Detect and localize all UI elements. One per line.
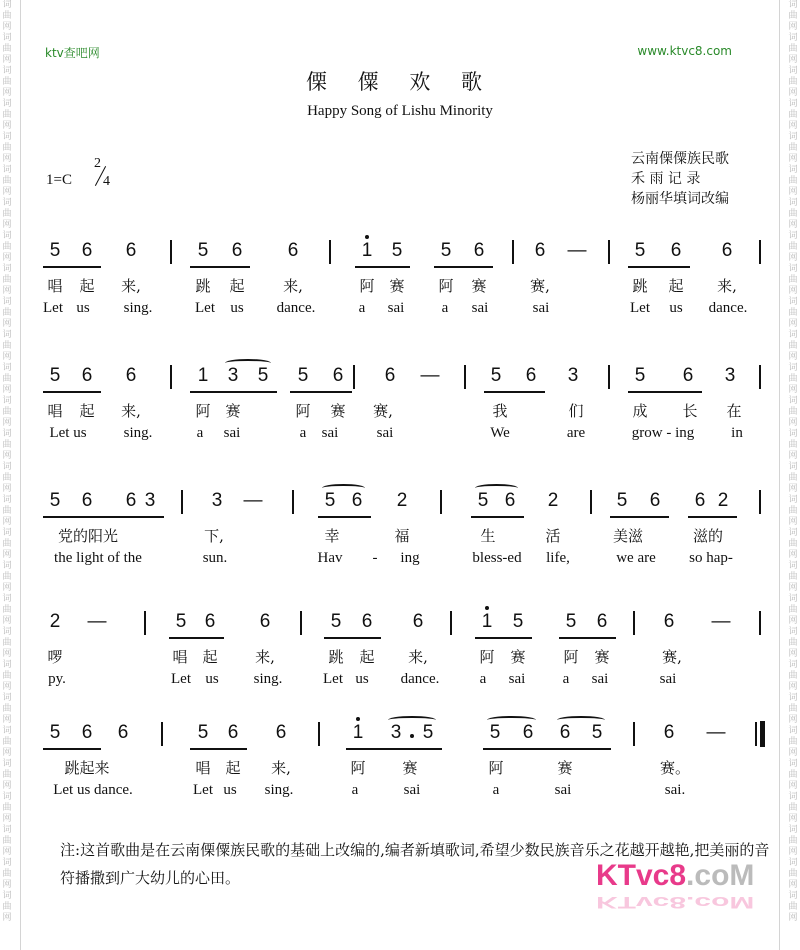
lyric-chinese: 党的阳光 (57, 527, 118, 545)
lyric-english: us (669, 300, 683, 316)
lyric-english: Let (630, 300, 650, 316)
rhythm-dot (410, 734, 414, 738)
bar-line (329, 240, 331, 264)
lyric-chinese: 来, (271, 759, 291, 777)
lyric-chinese: 赛 (330, 402, 346, 420)
beam-underline (355, 266, 410, 268)
watermark-right: 词 曲 网 词 曲 网 词 曲 网 词 曲 网 词 曲 网 词 曲 网 词 曲 网 词 曲 网 词 曲 网 词 曲 网 词 曲 网 词 曲 网 词 曲 网 词 曲 网 词 曲 网 词 曲 网 词 曲 网 词 曲 网 词 曲 网 词 曲 网 词 曲 网 词 曲 网 词 曲 网 词 曲 网 词 曲 网 词 曲 网 词 曲 网 词 曲 网 (788, 0, 798, 923)
lyric-chinese: 阿 (350, 759, 366, 777)
lyric-chinese: 阿 (479, 648, 495, 666)
lyric-chinese: 赛 (510, 648, 526, 666)
beam-underline (559, 637, 616, 639)
lyric-chinese: 阿 (295, 402, 311, 420)
lyric-chinese: 赛 (594, 648, 610, 666)
octave-dot (365, 235, 369, 239)
note-number: 5 (591, 722, 603, 743)
note-number: 5 (197, 722, 209, 743)
note-number: 2 (396, 490, 408, 511)
note-number: 6 (649, 490, 661, 511)
lyric-chinese: 跳 (632, 277, 648, 295)
lyric-english: a (562, 671, 570, 687)
bar-line (292, 490, 294, 514)
lyric-english: a (479, 671, 487, 687)
lyric-english: us (76, 300, 90, 316)
lyric-english: sai (471, 300, 489, 316)
beam-underline (434, 266, 493, 268)
beam-underline (475, 637, 532, 639)
lyric-english: Let us dance. (53, 782, 133, 798)
lyric-chinese: 唱 (172, 648, 188, 666)
slur (557, 716, 605, 724)
note-number: 6 (287, 240, 299, 261)
lyric-english: - (372, 550, 378, 566)
watermark-left: 词 曲 网 词 曲 网 词 曲 网 词 曲 网 词 曲 网 词 曲 网 词 曲 网 词 曲 网 词 曲 网 词 曲 网 词 曲 网 词 曲 网 词 曲 网 词 曲 网 词 曲 网 词 曲 网 词 曲 网 词 曲 网 词 曲 网 词 曲 网 词 曲 网 词 曲 网 词 曲 网 词 曲 网 词 曲 网 词 曲 网 词 曲 网 词 曲 网 (2, 0, 12, 923)
note-number: 6 (522, 722, 534, 743)
lyric-chinese: 赛 (389, 277, 405, 295)
beam-underline (628, 391, 702, 393)
lyric-chinese: 长 (682, 402, 698, 420)
lyric-english: sai (508, 671, 526, 687)
lyric-chinese: 我 (492, 402, 508, 420)
lyric-chinese: 唱 (47, 402, 63, 420)
lyric-chinese: 赛, (662, 648, 682, 666)
lyric-chinese: 跳起来 (64, 759, 110, 777)
lyric-english: grow - ing (631, 425, 695, 441)
lyric-english: sun. (202, 550, 228, 566)
lyric-english: bless-ed (472, 550, 522, 566)
footnote-label: 注: (60, 841, 81, 859)
bar-line (633, 722, 635, 746)
lyric-chinese: 赛 (557, 759, 573, 777)
note-number: 6 (81, 490, 93, 511)
beam-underline (43, 516, 164, 518)
slur (225, 359, 271, 367)
lyric-english: a (196, 425, 204, 441)
octave-dot (485, 606, 489, 610)
bar-line (144, 611, 146, 635)
bar-line (633, 611, 635, 635)
note-number: 6 (721, 240, 733, 261)
lyric-chinese: 来, (717, 277, 737, 295)
bar-line (181, 490, 183, 514)
lyric-english: in (731, 425, 743, 441)
note-number: 5 (49, 240, 61, 261)
beam-underline (290, 391, 352, 393)
dash-extension: — (420, 365, 440, 386)
beam-underline (43, 266, 101, 268)
note-number: 3 (144, 490, 156, 511)
slur (388, 716, 436, 724)
lyric-chinese: 来, (283, 277, 303, 295)
lyric-english: Let (323, 671, 343, 687)
beam-underline (483, 748, 611, 750)
bar-line (608, 240, 610, 264)
note-number: 6 (384, 365, 396, 386)
lyric-chinese: 活 (545, 527, 561, 545)
note-number: 3 (567, 365, 579, 386)
dash-extension: — (243, 490, 263, 511)
note-number: 6 (670, 240, 682, 261)
lyric-english: Let us (49, 425, 87, 441)
note-number: 2 (49, 611, 61, 632)
lyric-english: sai (403, 782, 421, 798)
lyric-chinese: 跳 (195, 277, 211, 295)
note-number: 6 (81, 365, 93, 386)
beam-underline (190, 266, 250, 268)
bar-line (464, 365, 466, 389)
lyric-english: so hap- (689, 550, 733, 566)
note-number: 3 (390, 722, 402, 743)
note-number: 6 (204, 611, 216, 632)
dash-extension: — (711, 611, 731, 632)
beam-underline (190, 391, 277, 393)
lyric-chinese: 来, (255, 648, 275, 666)
dash-extension: — (87, 611, 107, 632)
bar-line (759, 490, 761, 514)
note-number: 6 (125, 240, 137, 261)
lyric-english: dance. (276, 300, 316, 316)
credit-recorder: 禾 雨 记 录 (631, 171, 701, 187)
lyric-english: a (358, 300, 366, 316)
lyric-chinese: 成 (632, 402, 648, 420)
note-number: 6 (259, 611, 271, 632)
bar-line (512, 240, 514, 264)
note-number: 6 (559, 722, 571, 743)
ktvc8-logo: KTvc8.coM (596, 859, 755, 892)
lyric-english: sai (591, 671, 609, 687)
lyric-english: Let (43, 300, 63, 316)
lyric-chinese: 起 (79, 277, 95, 295)
note-number: 6 (663, 722, 675, 743)
note-number: 5 (197, 240, 209, 261)
lyric-chinese: 啰 (47, 648, 63, 666)
note-number: 6 (81, 722, 93, 743)
final-bar-thick (760, 721, 765, 747)
note-number: 6 (125, 365, 137, 386)
slur (487, 716, 536, 724)
beam-underline (43, 748, 101, 750)
note-number: 5 (391, 240, 403, 261)
note-number: 5 (616, 490, 628, 511)
note-number: 6 (332, 365, 344, 386)
lyric-english: us (205, 671, 219, 687)
lyric-chinese: 在 (726, 402, 742, 420)
note-number: 6 (473, 240, 485, 261)
beam-underline (318, 516, 371, 518)
lyric-english: a (492, 782, 500, 798)
bar-line (759, 365, 761, 389)
site-url-right[interactable]: www.ktvc8.com (637, 44, 732, 58)
note-number: 5 (49, 490, 61, 511)
note-number: 5 (477, 490, 489, 511)
note-number: 1 (352, 722, 364, 743)
note-number: 6 (412, 611, 424, 632)
lyric-chinese: 唱 (195, 759, 211, 777)
lyric-english: ing (400, 550, 420, 566)
lyric-english: Let (193, 782, 213, 798)
lyric-english: sai. (664, 782, 686, 798)
lyric-english: life, (546, 550, 570, 566)
note-number: 2 (717, 490, 729, 511)
bar-line (170, 240, 172, 264)
bar-line (318, 722, 320, 746)
note-number: 6 (534, 240, 546, 261)
time-signature-bottom: 4 (103, 174, 110, 189)
note-number: 6 (351, 490, 363, 511)
note-number: 5 (330, 611, 342, 632)
lyric-chinese: 生 (480, 527, 496, 545)
lyric-english: sai (532, 300, 550, 316)
note-number: 5 (634, 365, 646, 386)
credits (631, 149, 729, 209)
lyric-english: are (566, 425, 586, 441)
lyric-english: sing. (123, 425, 153, 441)
lyric-chinese: 来, (408, 648, 428, 666)
note-number: 5 (512, 611, 524, 632)
note-number: 6 (525, 365, 537, 386)
lyric-english: Let (195, 300, 215, 316)
lyric-chinese: 来, (121, 277, 141, 295)
lyric-english: sing. (123, 300, 153, 316)
note-number: 6 (682, 365, 694, 386)
note-number: 3 (724, 365, 736, 386)
note-number: 3 (227, 365, 239, 386)
lyric-chinese: 起 (225, 759, 241, 777)
bar-line (450, 611, 452, 635)
lyric-chinese: 起 (202, 648, 218, 666)
beam-underline (346, 748, 442, 750)
note-number: 6 (275, 722, 287, 743)
lyric-english: a (441, 300, 449, 316)
lyric-english: us (355, 671, 369, 687)
lyric-chinese: 阿 (563, 648, 579, 666)
bar-line (759, 611, 761, 635)
lyric-chinese: 赛 (471, 277, 487, 295)
lyric-chinese: 滋的 (692, 527, 723, 545)
note-number: 5 (49, 365, 61, 386)
bar-line (353, 365, 355, 389)
bar-line (440, 490, 442, 514)
beam-underline (43, 391, 101, 393)
lyric-english: sai (554, 782, 572, 798)
song-title-english: Happy Song of Lishu Minority (307, 103, 493, 119)
note-number: 5 (297, 365, 309, 386)
time-signature-top: 2 (94, 156, 101, 171)
note-number: 5 (490, 365, 502, 386)
lyric-english: us (223, 782, 237, 798)
lyric-chinese: 赛 (402, 759, 418, 777)
lyric-english: sai (659, 671, 677, 687)
note-number: 5 (49, 722, 61, 743)
lyric-english: sai (376, 425, 394, 441)
lyric-english: Hav (317, 550, 343, 566)
lyric-english: dance. (400, 671, 440, 687)
bar-line (590, 490, 592, 514)
beam-underline (628, 266, 690, 268)
lyric-english: sing. (264, 782, 294, 798)
beam-underline (471, 516, 524, 518)
octave-dot (356, 717, 360, 721)
lyric-english: We (490, 425, 510, 441)
dash-extension: — (706, 722, 726, 743)
lyric-chinese: 唱 (47, 277, 63, 295)
note-number: 1 (197, 365, 209, 386)
lyric-chinese: 阿 (438, 277, 454, 295)
lyric-english: a (299, 425, 307, 441)
lyric-chinese: 阿 (488, 759, 504, 777)
lyric-english: sing. (253, 671, 283, 687)
lyric-chinese: 起 (79, 402, 95, 420)
note-number: 5 (175, 611, 187, 632)
time-signature (94, 155, 110, 191)
lyric-english: sai (387, 300, 405, 316)
lyric-chinese: 福 (394, 527, 410, 545)
note-number: 5 (634, 240, 646, 261)
key-signature: 1=C (46, 172, 72, 188)
lyric-english: py. (48, 671, 66, 687)
note-number: 5 (422, 722, 434, 743)
lyric-english: sai (321, 425, 339, 441)
lyric-english: a (351, 782, 359, 798)
lyric-chinese: 起 (359, 648, 375, 666)
lyric-chinese: 起 (668, 277, 684, 295)
note-number: 5 (257, 365, 269, 386)
slur (322, 484, 365, 492)
lyric-chinese: 赛。 (659, 759, 690, 777)
note-number: 5 (489, 722, 501, 743)
credit-arranger: 杨丽华填词改编 (631, 191, 729, 207)
bar-line (759, 240, 761, 264)
beam-underline (169, 637, 224, 639)
note-number: 5 (565, 611, 577, 632)
note-number: 6 (117, 722, 129, 743)
slur (475, 484, 518, 492)
beam-underline (324, 637, 381, 639)
lyric-chinese: 阿 (195, 402, 211, 420)
lyric-english: Let (171, 671, 191, 687)
bar-line (608, 365, 610, 389)
credit-origin: 云南傈僳族民歌 (631, 151, 729, 167)
bar-line (300, 611, 302, 635)
footnote-text: 这首歌曲是在云南傈僳族民歌的基础上改编的,编者新填歌词,希望少数民族音乐之花越开越艳,把美丽的音符播撒到广大幼儿的心田。 (60, 841, 770, 887)
final-bar-thin (755, 722, 757, 746)
lyric-chinese: 赛 (225, 402, 241, 420)
note-number: 6 (81, 240, 93, 261)
bar-line (170, 365, 172, 389)
note-number: 1 (361, 240, 373, 261)
lyric-chinese: 阿 (359, 277, 375, 295)
note-number: 1 (481, 611, 493, 632)
lyric-chinese: 起 (229, 277, 245, 295)
lyric-chinese: 们 (568, 402, 584, 420)
ktvc8-logo-reflection: KTvc8.coM (596, 893, 755, 912)
note-number: 5 (440, 240, 452, 261)
note-number: 6 (361, 611, 373, 632)
site-name-left[interactable]: ktv查吧网 (45, 46, 100, 60)
dash-extension: — (567, 240, 587, 261)
note-number: 5 (324, 490, 336, 511)
note-number: 2 (547, 490, 559, 511)
song-title-chinese: 傈 僳 欢 歌 (305, 70, 495, 94)
beam-underline (610, 516, 669, 518)
beam-underline (190, 748, 247, 750)
note-number: 6 (125, 490, 137, 511)
lyric-english: us (230, 300, 244, 316)
beam-underline (484, 391, 545, 393)
note-number: 6 (663, 611, 675, 632)
lyric-chinese: 下, (204, 527, 224, 545)
lyric-english: sai (223, 425, 241, 441)
beam-underline (688, 516, 737, 518)
lyric-chinese: 来, (121, 402, 141, 420)
lyric-chinese: 赛, (373, 402, 393, 420)
lyric-chinese: 美滋 (612, 527, 643, 545)
page-frame (20, 0, 780, 950)
lyric-chinese: 跳 (328, 648, 344, 666)
note-number: 6 (694, 490, 706, 511)
lyric-english: we are (616, 550, 656, 566)
bar-line (161, 722, 163, 746)
note-number: 6 (596, 611, 608, 632)
lyric-english: the light of the (54, 550, 142, 566)
lyric-english: dance. (708, 300, 748, 316)
note-number: 6 (504, 490, 516, 511)
lyric-chinese: 赛, (530, 277, 550, 295)
note-number: 3 (211, 490, 223, 511)
lyric-chinese: 幸 (324, 527, 340, 545)
note-number: 6 (227, 722, 239, 743)
note-number: 6 (231, 240, 243, 261)
